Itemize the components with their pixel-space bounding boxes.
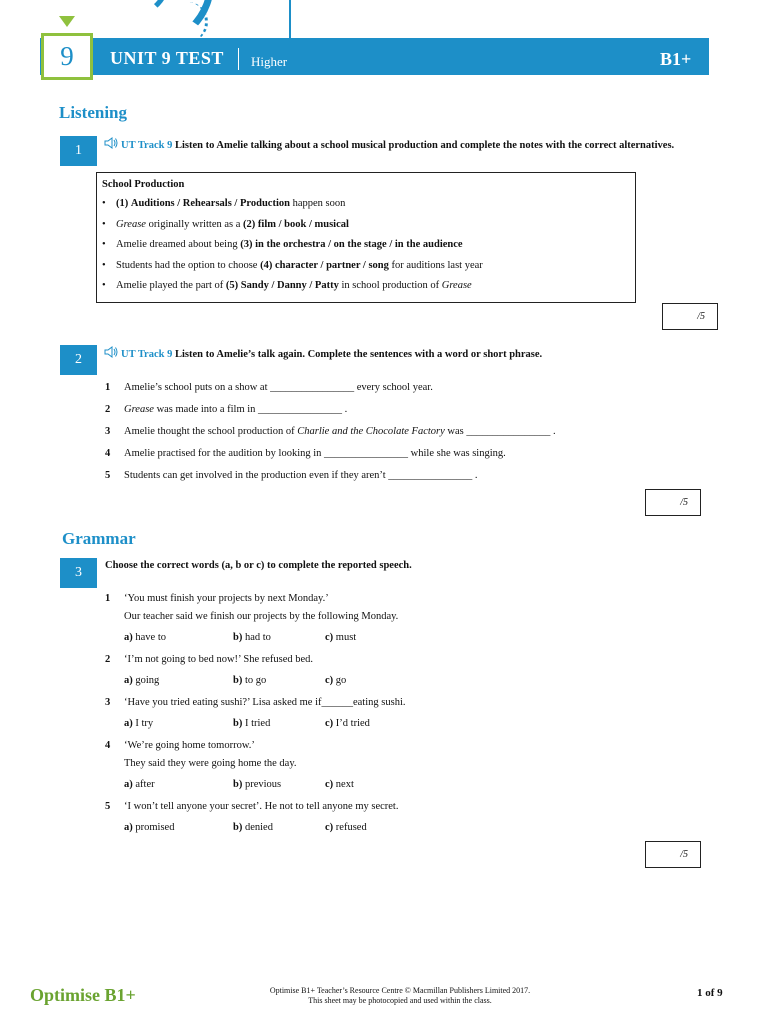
score-box-2: /5: [645, 489, 701, 516]
option-b[interactable]: b) I tried: [233, 718, 271, 729]
option-c[interactable]: c) go: [325, 675, 347, 686]
page-number: 1 of 9: [697, 987, 723, 999]
score-box-3: /5: [645, 841, 701, 868]
footer-brand: Optimise B1+: [30, 985, 136, 1005]
note-item: • Students had the option to choose (4) character / partner / song for auditions last year: [102, 256, 629, 277]
option-a[interactable]: a) promised: [124, 822, 175, 833]
title-divider: [238, 48, 239, 70]
option-c[interactable]: c) I’d tried: [325, 718, 370, 729]
answer-blank[interactable]: ________________: [388, 470, 473, 481]
speaker-icon[interactable]: [104, 137, 118, 149]
note-item: • Amelie played the part of (5) Sandy / Danny / Patty in school production of Grease: [102, 276, 629, 297]
exercise-number-3: 3: [60, 558, 97, 588]
speaker-icon[interactable]: [104, 346, 118, 358]
exercise-number-1: 1: [60, 136, 97, 166]
answer-blank[interactable]: ________________: [324, 448, 409, 459]
track-label[interactable]: UT Track 9: [121, 349, 173, 360]
note-item: • Grease originally written as a (2) film / book / musical: [102, 215, 629, 236]
header-decoration-line: [289, 0, 291, 40]
option-a[interactable]: a) I try: [124, 718, 154, 729]
option-a[interactable]: a) after: [124, 779, 155, 790]
unit-level: Higher: [251, 54, 288, 69]
note-item: • (1) Auditions / Rehearsals / Production happen soon: [102, 194, 629, 215]
unit-title: UNIT 9 TEST: [110, 48, 224, 68]
instruction-text: Listen to Amelie talking about a school musical production and complete the notes with the correct alternatives.: [174, 140, 675, 151]
option-a[interactable]: a) have to: [124, 632, 166, 643]
option-b[interactable]: b) had to: [233, 632, 271, 643]
option-a[interactable]: a) going: [124, 675, 160, 686]
option-b[interactable]: b) denied: [233, 822, 273, 833]
answer-blank[interactable]: ________________: [466, 426, 551, 437]
unit-grade: B1+: [660, 49, 692, 69]
note-item: • Amelie dreamed about being (3) in the orchestra / on the stage / in the audience: [102, 235, 629, 256]
unit-number-badge: 9: [41, 33, 93, 80]
exercise-3-instruction: Choose the correct words (a, b or c) to complete the reported speech.: [105, 560, 412, 571]
option-b[interactable]: b) to go: [233, 675, 267, 686]
option-c[interactable]: c) refused: [325, 822, 367, 833]
section-heading-listening: Listening: [59, 103, 128, 122]
option-c[interactable]: c) must: [325, 632, 357, 643]
triangle-icon: [59, 16, 75, 27]
notes-box: [96, 172, 636, 303]
option-c[interactable]: c) next: [325, 779, 354, 790]
exercise-2-instruction: [104, 346, 714, 362]
answer-blank[interactable]: ________________: [258, 404, 343, 415]
answer-blank[interactable]: ________________: [270, 382, 355, 393]
notes-box-title: School Production: [102, 179, 185, 190]
track-label[interactable]: UT Track 9: [121, 140, 173, 151]
instruction-text: Listen to Amelie’s talk again. Complete the sentences with a word or short phrase.: [174, 349, 543, 360]
section-heading-grammar: Grammar: [62, 529, 136, 548]
footer-copyright: Optimise B1+ Teacher’s Resource Centre © Macmillan Publishers Limited 2017. This sheet may be photocopied and used within the class.: [269, 986, 531, 1005]
option-b[interactable]: b) previous: [233, 779, 282, 790]
score-box-1: /5: [662, 303, 718, 330]
exercise-number-2: 2: [60, 345, 97, 375]
exercise-1-instruction: [104, 137, 714, 153]
